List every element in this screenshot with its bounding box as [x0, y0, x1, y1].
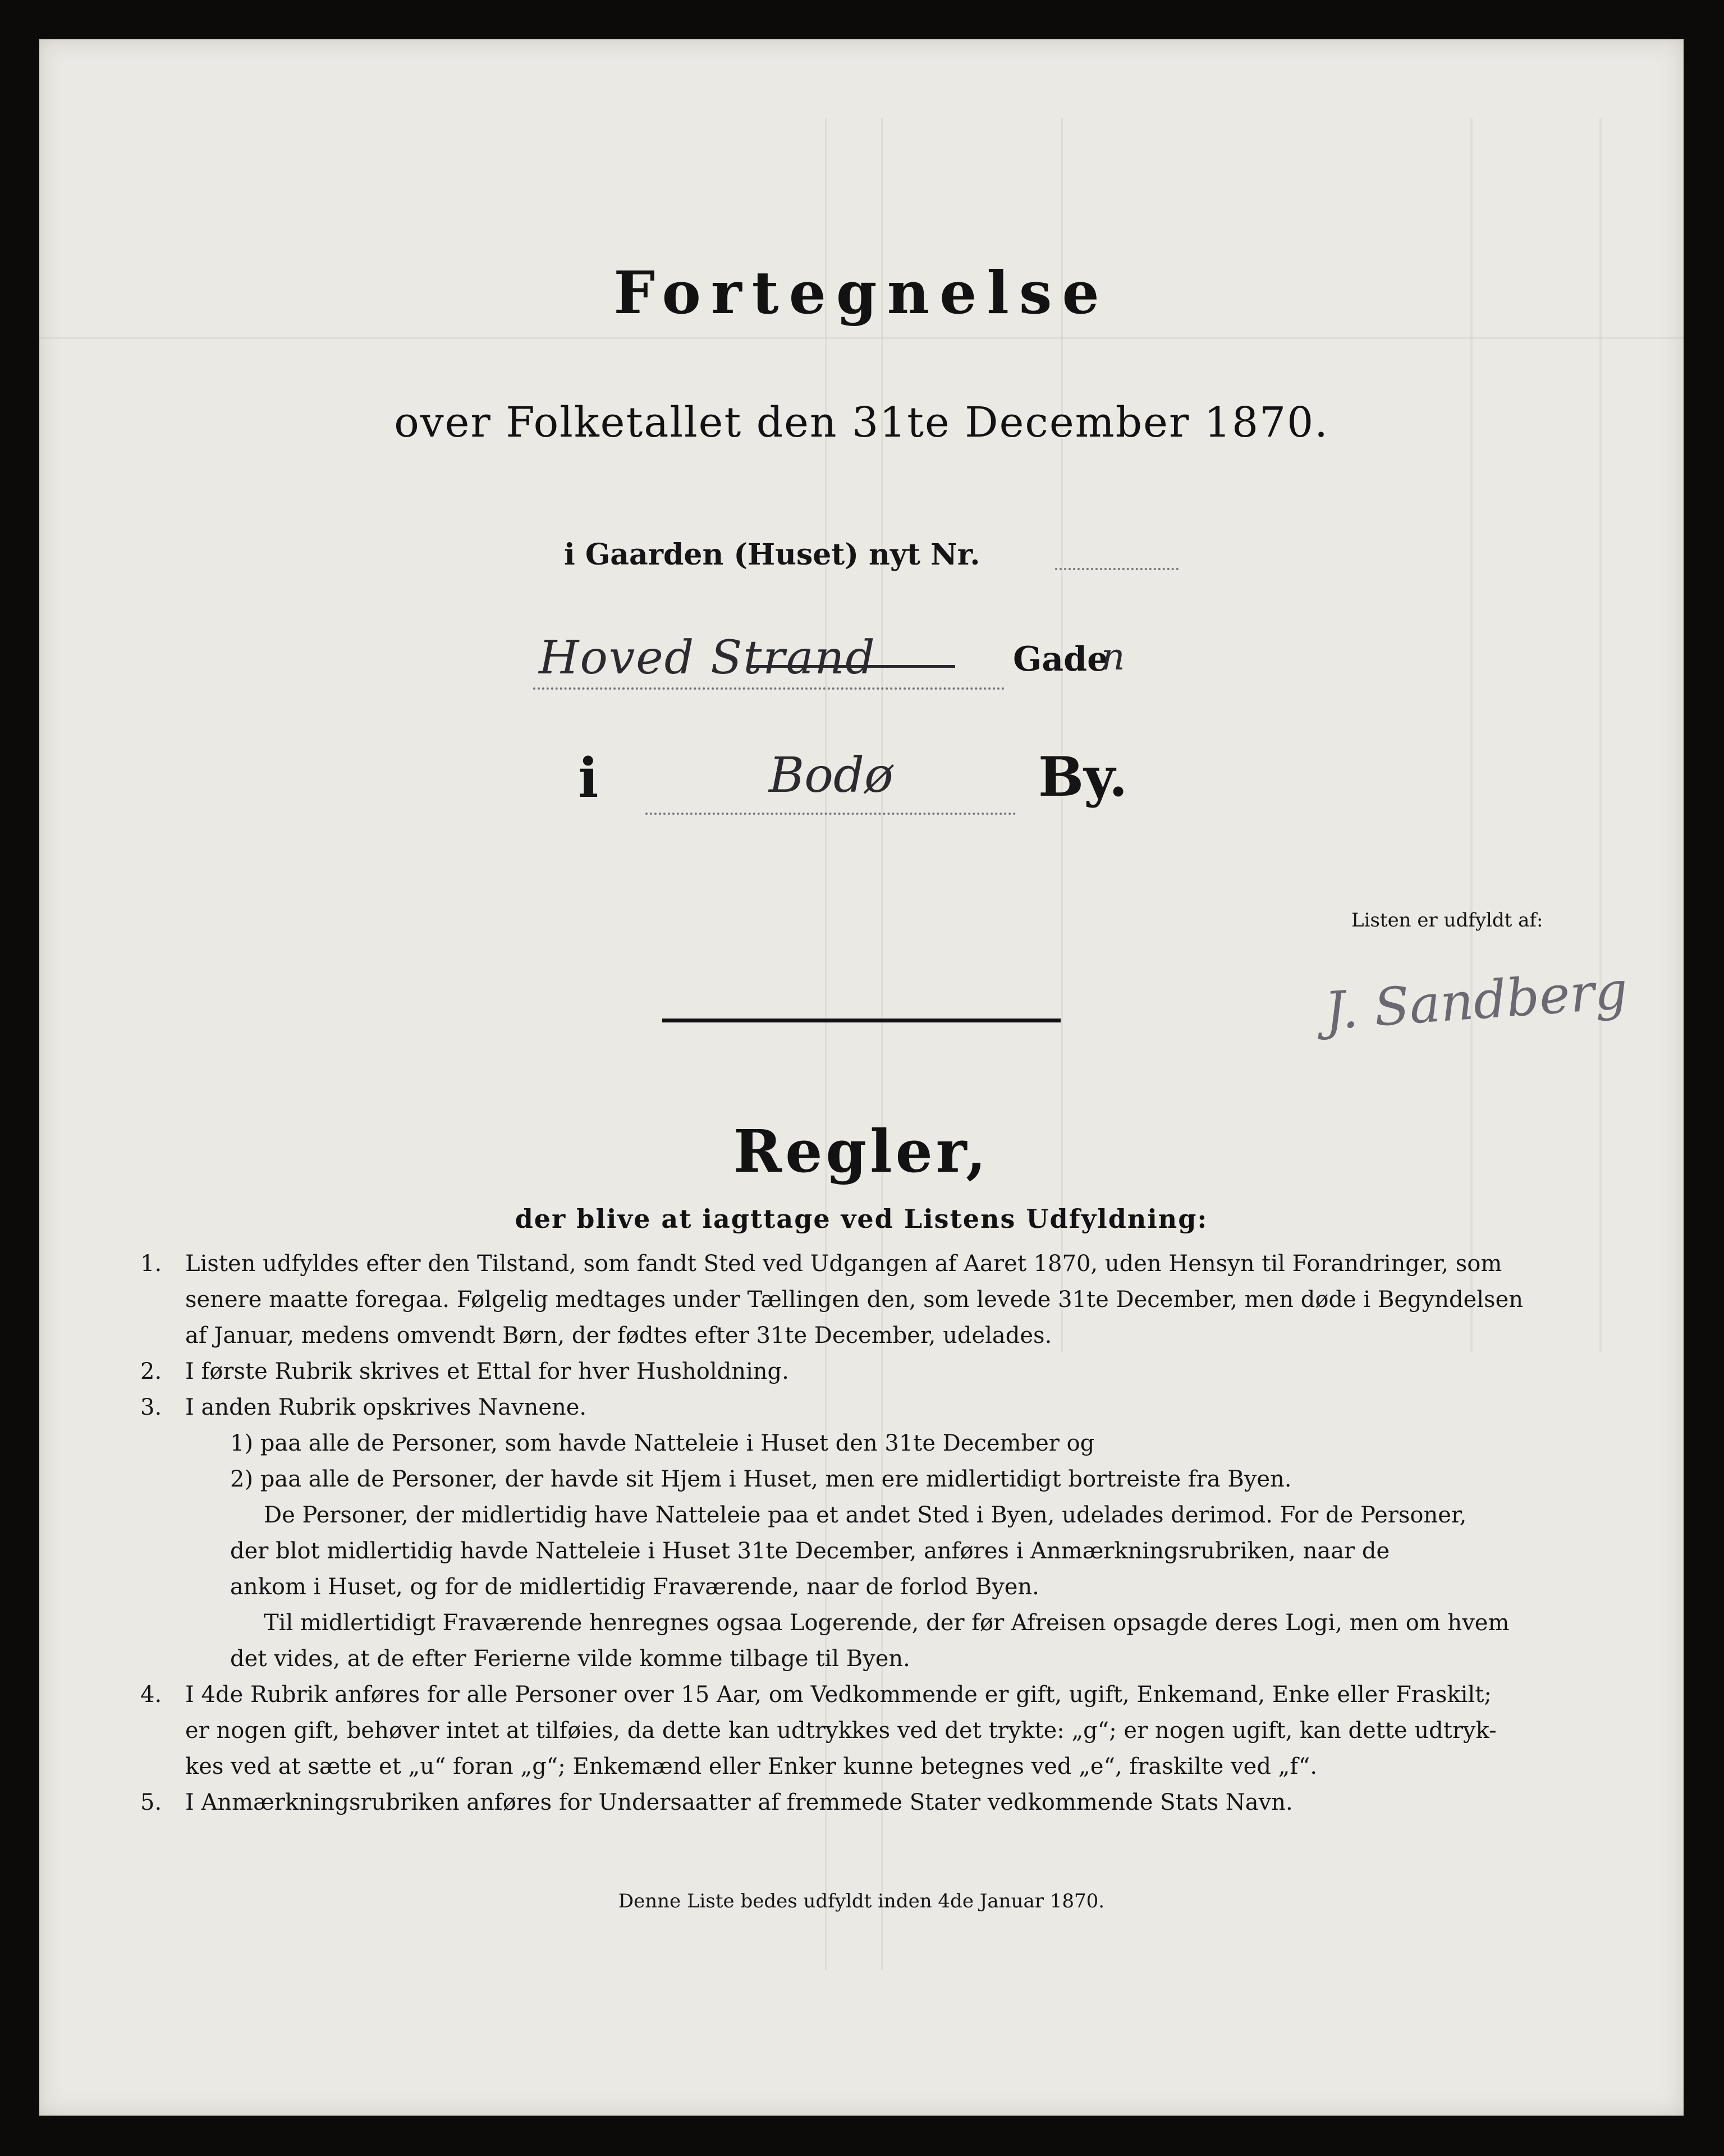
rule-subitem: 2) paa alle de Personer, der havde sit Hjem i Huset, men ere midlertidigt bortreiste fra Byen. [230, 1466, 1292, 1492]
census-form-page [39, 39, 1684, 2116]
rule-item [140, 1677, 1571, 1785]
rule-text: I første Rubrik skrives et Ettal for hver Husholdning. [185, 1359, 789, 1384]
compiled-by-label: Listen er udfyldt af: [1351, 909, 1543, 932]
rule-text: Til midlertidigt Fraværende henregnes ogsaa Logerende, der før Afreisen opsagde deres Logi, men om hvem [264, 1610, 1510, 1636]
city-name-handwritten: Bodø [769, 747, 893, 804]
divider [662, 1019, 1061, 1022]
rule-number: 3. [140, 1394, 162, 1420]
rule-text: der blot midlertidig havde Natteleie i Huset 31te December, anføres i Anmærkningsrubriken, naar de [230, 1538, 1390, 1564]
rule-text: I 4de Rubrik anføres for alle Personer over 15 Aar, om Vedkommende er gift, ugift, Enkemand, Enke eller Fraskilt; [185, 1682, 1492, 1708]
bleed-through-line [39, 337, 1684, 339]
form-heading: Fortegnelse [613, 258, 1109, 327]
rule-text: senere maatte foregaa. Følgelig medtages under Tællingen den, som levede 31te December, men døde i Begyndelsen [185, 1287, 1524, 1313]
rule-item [140, 1389, 1571, 1677]
deadline-note: Denne Liste bedes udfyldt inden 4de Januar 1870. [618, 1890, 1105, 1912]
city-field[interactable] [645, 813, 1016, 815]
form-subheading: over Folketallet den 31te December 1870. [394, 398, 1329, 447]
rule-text: I anden Rubrik opskrives Navnene. [185, 1394, 587, 1420]
gade-label: Gade [1013, 640, 1109, 679]
rule-text: Listen udfyldes efter den Tilstand, som fandt Sted ved Udgangen af Aaret 1870, uden Hensyn til Forandringer, som [185, 1251, 1502, 1277]
street-name-handwritten: Hoved Strand [539, 631, 876, 685]
rule-subitem: 1) paa alle de Personer, som havde Natteleie i Huset den 31te December og [230, 1430, 1095, 1456]
rule-text: kes ved at sætte et „u“ foran „g“; Enkemænd eller Enker kunne betegnes ved „e“, fraskilte ved „f“. [185, 1754, 1318, 1779]
by-label: By. [1038, 745, 1128, 809]
rules-list [140, 1246, 1571, 1820]
rule-text: er nogen gift, behøver intet at tilføies, da dette kan udtrykkes ved det trykte: „g“; er nogen ugift, kan dette udtryk- [185, 1718, 1497, 1744]
rule-text: af Januar, medens omvendt Børn, der fødtes efter 31te December, udelades. [185, 1323, 1052, 1348]
rule-number: 2. [140, 1359, 162, 1384]
rule-text: det vides, at de efter Ferierne vilde komme tilbage til Byen. [230, 1646, 910, 1672]
rule-number: 5. [140, 1790, 162, 1815]
rule-text: ankom i Huset, og for de midlertidig Fraværende, naar de forlod Byen. [230, 1574, 1039, 1600]
rules-title: Regler, [733, 1117, 990, 1186]
street-field[interactable] [533, 687, 1005, 690]
rule-item [140, 1785, 1571, 1820]
signature: J. Sandberg [1322, 960, 1630, 1042]
gade-suffix-handwritten: n [1101, 635, 1125, 678]
gaard-number-field[interactable] [1055, 568, 1179, 570]
rule-item [140, 1246, 1571, 1354]
gaard-label: i Gaarden (Huset) nyt Nr. [564, 538, 980, 572]
i-label: i [578, 746, 599, 810]
rule-number: 4. [140, 1682, 162, 1708]
rules-subtitle: der blive at iagttage ved Listens Udfyldning: [515, 1204, 1208, 1234]
rule-text: De Personer, der midlertidig have Natteleie paa et andet Sted i Byen, udelades derimod. For de Personer, [264, 1502, 1467, 1528]
rule-text: I Anmærkningsrubriken anføres for Undersaatter af fremmede Stater vedkommende Stats Navn. [185, 1790, 1293, 1815]
strikethrough-mark [748, 665, 955, 668]
rule-item [140, 1354, 1571, 1389]
rule-number: 1. [140, 1251, 162, 1277]
